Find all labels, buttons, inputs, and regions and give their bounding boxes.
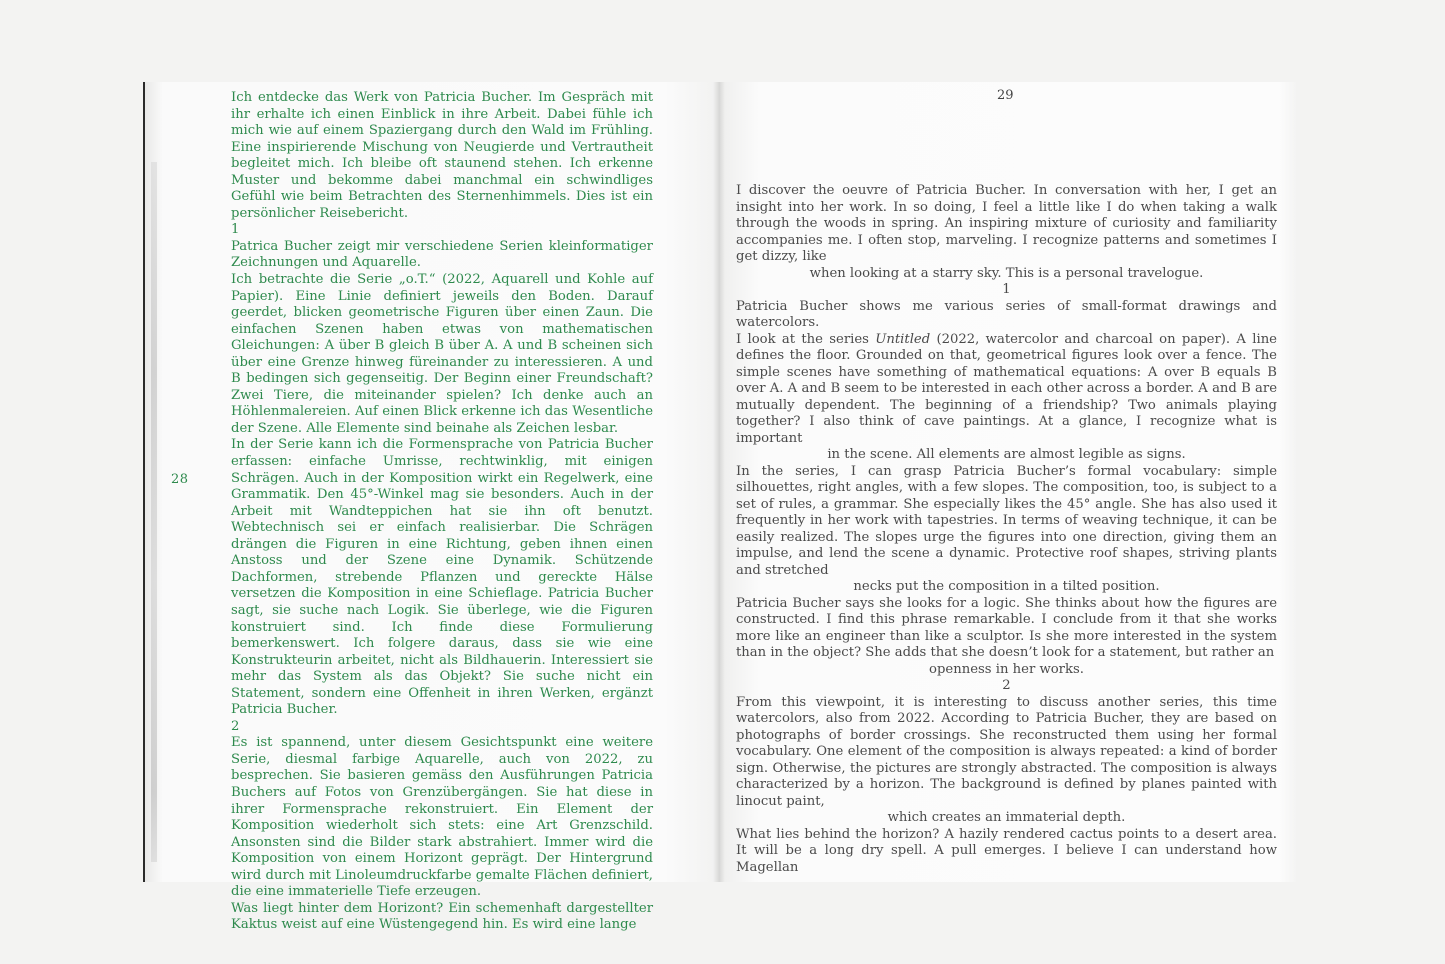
paragraph: Was liegt hinter dem Horizont? Ein schemenhaft dargestellter Kaktus weist auf eine Wüstengegend hin. Es wird eine lange bbox=[231, 900, 653, 933]
paragraph: From this viewpoint, it is interesting to discuss another series, this time watercolors, also from 2022. According to Patricia Bucher, they are based on photographs of border crossings. She reconstructed them using her formal vocabulary. One element of the composition is always repeated: a kind of border sign. Otherwise, the pictures are strongly abstracted. The composition is always characterized by a horizon. The background is defined by planes painted with linocut paint, bbox=[736, 694, 1277, 809]
paragraph-last-line: which creates an immaterial depth. bbox=[887, 810, 1126, 825]
paragraph: Patricia Bucher says she looks for a logic. She thinks about how the figures are constructed. I find this phrase remarkable. I conclude from it that she works more like an engineer than like a sculptor. Is she more interested in the system than in the object? She adds that she doesn’t look for a statement, but rather an bbox=[736, 595, 1277, 660]
magazine-spread bbox=[143, 82, 1296, 933]
paragraph-last-line: when looking at a starry sky. This is a personal travelogue. bbox=[809, 265, 1204, 281]
page-number-left: 28 bbox=[171, 472, 189, 487]
text-run: (2022, watercolor and charcoal on paper). A line defines the floor. Grounded on that, geometrical figures look over a fence. The simple scenes have something of mathematical equations: A over B equals B over A. A and B seem to be interested in each other across a border. A and B are mutually dependent. The beginning of a friendship? Two animals playing together? I also think of cave paintings. At a glance, I recognize what is important bbox=[736, 331, 1277, 446]
left-page bbox=[143, 82, 721, 933]
paragraph: Patrica Bucher zeigt mir verschiedene Serien kleinformatiger Zeichnungen und Aquarelle. bbox=[231, 238, 653, 271]
paragraph: Patricia Bucher shows me various series of small-format drawings and watercolors. bbox=[736, 298, 1277, 330]
paragraph: In der Serie kann ich die Formensprache von Patricia Bucher erfassen: einfache Umrisse, rechtwinklig, mit einigen Schrägen. Auch in der Komposition wirkt ein Regelwerk, eine Grammatik. Den 45°-Winkel mag sie besonders. Auch in der Arbeit mit Wandteppichen hat sie ihn oft benutzt. Webtechnisch sei er einfach realisierbar. Die Schrägen drängen die Figuren in eine Richtung, geben ihnen einen Anstoss und der Szene eine Dynamik. Schützende Dachformen, strebende Pflanzen und gereckte Hälse versetzen die Komposition in eine Schieflage. Patricia Bucher sagt, sie suche nach Logik. Sie überlege, wie die Figuren konstruiert sind. Ich finde diese Formulierung bemerkenswert. Ich folgere daraus, dass sie wie eine Konstrukteurin arbeitet, nicht als Bildhauerin. Interessiert sie mehr das System als das Objekt? Sie suche nicht ein Statement, sondern eine Offenheit in ihren Werken, ergänzt Patricia Bucher. bbox=[231, 437, 653, 718]
page-number-right: 29 bbox=[997, 88, 1014, 103]
artwork-title: Untitled bbox=[875, 331, 931, 347]
paragraph: What lies behind the horizon? A hazily rendered cactus points to a desert area. It will be a long dry spell. A pull emerges. I believe I can understand how Magellan bbox=[736, 826, 1277, 875]
paragraph: Es ist spannend, unter diesem Gesichtspunkt eine weitere Serie, diesmal farbige Aquarelle, auch von 2022, zu besprechen. Sie basieren gemäss den Ausführungen Patricia Buchers auf Fotos von Grenzübergängen. Sie hat diese in ihrer Formensprache rekonstruiert. Ein Element der Komposition wiederholt sich stets: eine Art Grenzschild. Ansonsten sind die Bilder stark abstrahiert. Immer wird die Komposition von einem Horizont geprägt. Der Hintergrund wird durch mit Linoleumdruckfarbe gemalte Flächen definiert, die eine immaterielle Tiefe erzeugen. bbox=[231, 735, 653, 900]
paragraph: Ich entdecke das Werk von Patricia Bucher. Im Gespräch mit ihr erhalte ich einen Einblick in ihre Arbeit. Dabei fühle ich mich wie auf einem Spaziergang durch den Wald im Frühling. Eine inspirierende Mischung von Neugierde und Vertrautheit begleitet mich. Ich bleibe oft staunend stehen. Ich erkenne Muster und bekomme dabei manchmal ein schwindliges Gefühl wie beim Betrachten des Sternenhimmels. Dies ist ein persönlicher Reisebericht. bbox=[231, 90, 653, 221]
paragraph-last-line: openness in her works. bbox=[929, 661, 1084, 677]
paragraph-last-line: necks put the composition in a tilted position. bbox=[853, 579, 1160, 594]
left-page-text bbox=[231, 90, 653, 934]
page-edge-stack bbox=[151, 162, 157, 862]
right-page bbox=[719, 82, 1296, 882]
section-number: 1 bbox=[231, 222, 240, 238]
paragraph: In the series, I can grasp Patricia Bucher’s formal vocabulary: simple silhouettes, right angles, with a few slopes. The composition, too, is subject to a set of rules, a grammar. She especially likes the 45° angle. She has also used it frequently in her work with tapestries. In terms of weaving technique, it can be easily realized. The slopes urge the figures into one direction, giving them an impulse, and lend the scene a dynamic. Protective roof shapes, striving plants and stretched bbox=[736, 463, 1277, 578]
paragraph bbox=[736, 332, 1277, 448]
section-number: 1 bbox=[1002, 282, 1011, 297]
paragraph: Ich betrachte die Serie „o.T.“ (2022, Aquarell und Kohle auf Papier). Eine Linie definiert jeweils den Boden. Darauf geerdet, blicken geometrische Figuren über einen Zaun. Die einfachen Szenen haben etwas von mathematischen Gleichungen: A über B gleich B über A. A und B scheinen sich über eine Grenze hinweg füreinander zu interessieren. A und B bedingen sich gegenseitig. Der Beginn einer Freundschaft? Zwei Tiere, die miteinander spielen? Ich denke auch an Höhlenmalereien. Auf einen Blick erkenne ich das Wesentliche der Szene. Alle Elemente sind beinahe als Zeichen lesbar. bbox=[231, 272, 653, 436]
paragraph: I discover the oeuvre of Patricia Bucher. In conversation with her, I get an insight into her work. In so doing, I feel a little like I do when taking a walk through the woods in spring. An inspiring mixture of curiosity and familiarity accompanies me. I often stop, marveling. I recognize patterns and sometimes I get dizzy, like bbox=[736, 183, 1277, 264]
text-run: I look at the series bbox=[736, 331, 876, 347]
spine-gutter bbox=[713, 82, 725, 882]
paragraph-last-line: in the scene. All elements are almost legible as signs. bbox=[827, 447, 1186, 462]
right-page-text bbox=[736, 183, 1277, 876]
section-number: 2 bbox=[231, 718, 240, 734]
section-number: 2 bbox=[1002, 678, 1011, 693]
